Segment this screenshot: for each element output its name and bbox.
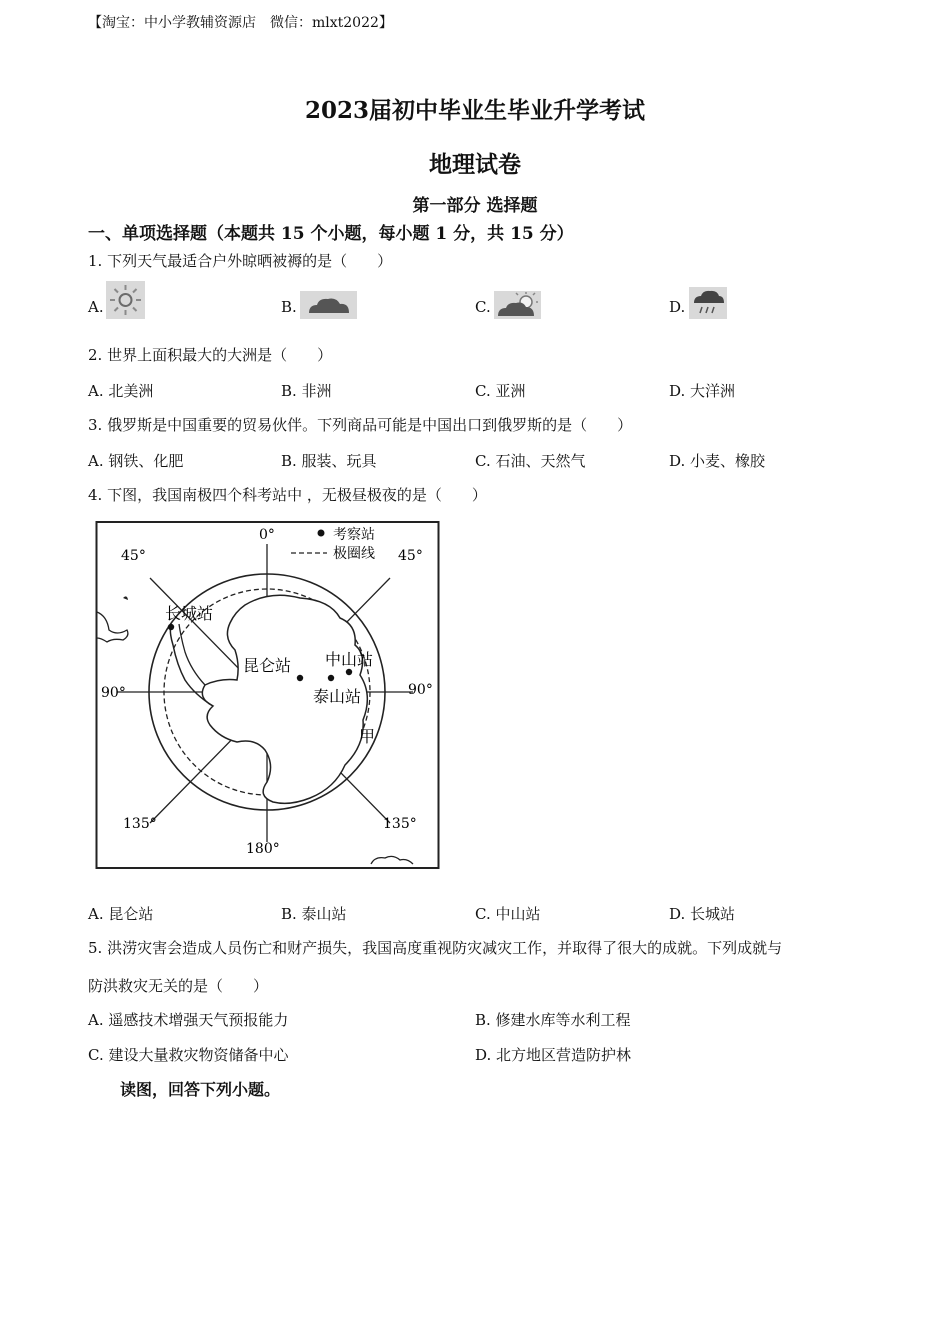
deg-left: 90° <box>101 685 126 701</box>
legend-polar-circle-label: 极圈线 <box>333 546 375 562</box>
q3-option-c: C. 石油、天然气 <box>475 452 586 470</box>
label-jia: 甲 <box>359 727 376 746</box>
q4-option-a: A. 昆仑站 <box>88 905 154 923</box>
q1-option-d-label: D. <box>669 298 686 316</box>
deg-top: 0° <box>259 527 275 543</box>
antarctica-map <box>95 520 440 870</box>
deg-top-right: 45° <box>398 548 423 564</box>
cloudy-icon <box>300 291 357 319</box>
deg-top-left: 45° <box>121 548 146 564</box>
deg-bottom: 180° <box>246 841 280 857</box>
q2-option-a: A. 北美洲 <box>88 382 154 400</box>
q5-option-a: A. 遥感技术增强天气预报能力 <box>88 1011 289 1029</box>
q5-option-c: C. 建设大量救灾物资储备中心 <box>88 1046 289 1064</box>
label-kunlun-station: 昆仑站 <box>243 656 292 675</box>
exam-title: 2023届初中毕业生毕业升学考试 <box>304 97 645 124</box>
q2-option-d: D. 大洋洲 <box>669 382 736 400</box>
deg-bottom-left: 135° <box>123 816 157 832</box>
question-2-stem: 2. 世界上面积最大的大洲是（ ） <box>88 346 333 364</box>
q4-option-b: B. 泰山站 <box>281 905 347 923</box>
q3-option-d: D. 小麦、橡胶 <box>669 452 766 470</box>
q2-option-b: B. 非洲 <box>281 382 332 400</box>
q5-option-d: D. 北方地区营造防护林 <box>475 1046 632 1064</box>
page-header: 【淘宝：中小学教辅资源店 微信：mlxt2022】 <box>88 15 393 31</box>
q4-option-c: C. 中山站 <box>475 905 541 923</box>
legend-station-label: 考察站 <box>333 527 375 543</box>
q1-option-b-label: B. <box>281 298 297 316</box>
sunny-icon <box>106 281 145 319</box>
question-5-stem-line1: 5. 洪涝灾害会造成人员伤亡和财产损失，我国高度重视防灾减灾工作，并取得了很大的成就。下列成就与 <box>88 939 783 957</box>
question-1-stem: 1. 下列天气最适合户外晾晒被褥的是（ ） <box>88 252 393 270</box>
subject-title: 地理试卷 <box>429 151 521 178</box>
q4-option-d: D. 长城站 <box>669 905 736 923</box>
q3-option-a: A. 钢铁、化肥 <box>88 452 184 470</box>
label-taishan-station: 泰山站 <box>313 687 362 706</box>
part-title: 第一部分 选择题 <box>412 196 538 216</box>
section-heading: 一、单项选择题（本题共 15 个小题，每小题 1 分，共 15 分） <box>88 224 574 244</box>
read-figure-prompt: 读图，回答下列小题。 <box>120 1080 281 1099</box>
q3-option-b: B. 服装、玩具 <box>281 452 377 470</box>
label-zhongshan-station: 中山站 <box>325 650 374 669</box>
question-3-stem: 3. 俄罗斯是中国重要的贸易伙伴。下列商品可能是中国出口到俄罗斯的是（ ） <box>88 416 633 434</box>
rain-icon <box>689 287 727 319</box>
q1-option-c-label: C. <box>475 298 491 316</box>
q5-option-b: B. 修建水库等水利工程 <box>475 1011 631 1029</box>
q1-option-a-label: A. <box>88 298 104 316</box>
label-great-wall-station: 长城站 <box>165 604 214 623</box>
q2-option-c: C. 亚洲 <box>475 382 526 400</box>
deg-bottom-right: 135° <box>383 816 417 832</box>
deg-right: 90° <box>408 682 433 698</box>
question-5-stem-line2: 防洪救灾无关的是（ ） <box>88 977 269 995</box>
question-4-stem: 4. 下图，我国南极四个科考站中 ，无极昼极夜的是（ ） <box>88 486 487 504</box>
partly-cloudy-icon <box>494 291 541 319</box>
